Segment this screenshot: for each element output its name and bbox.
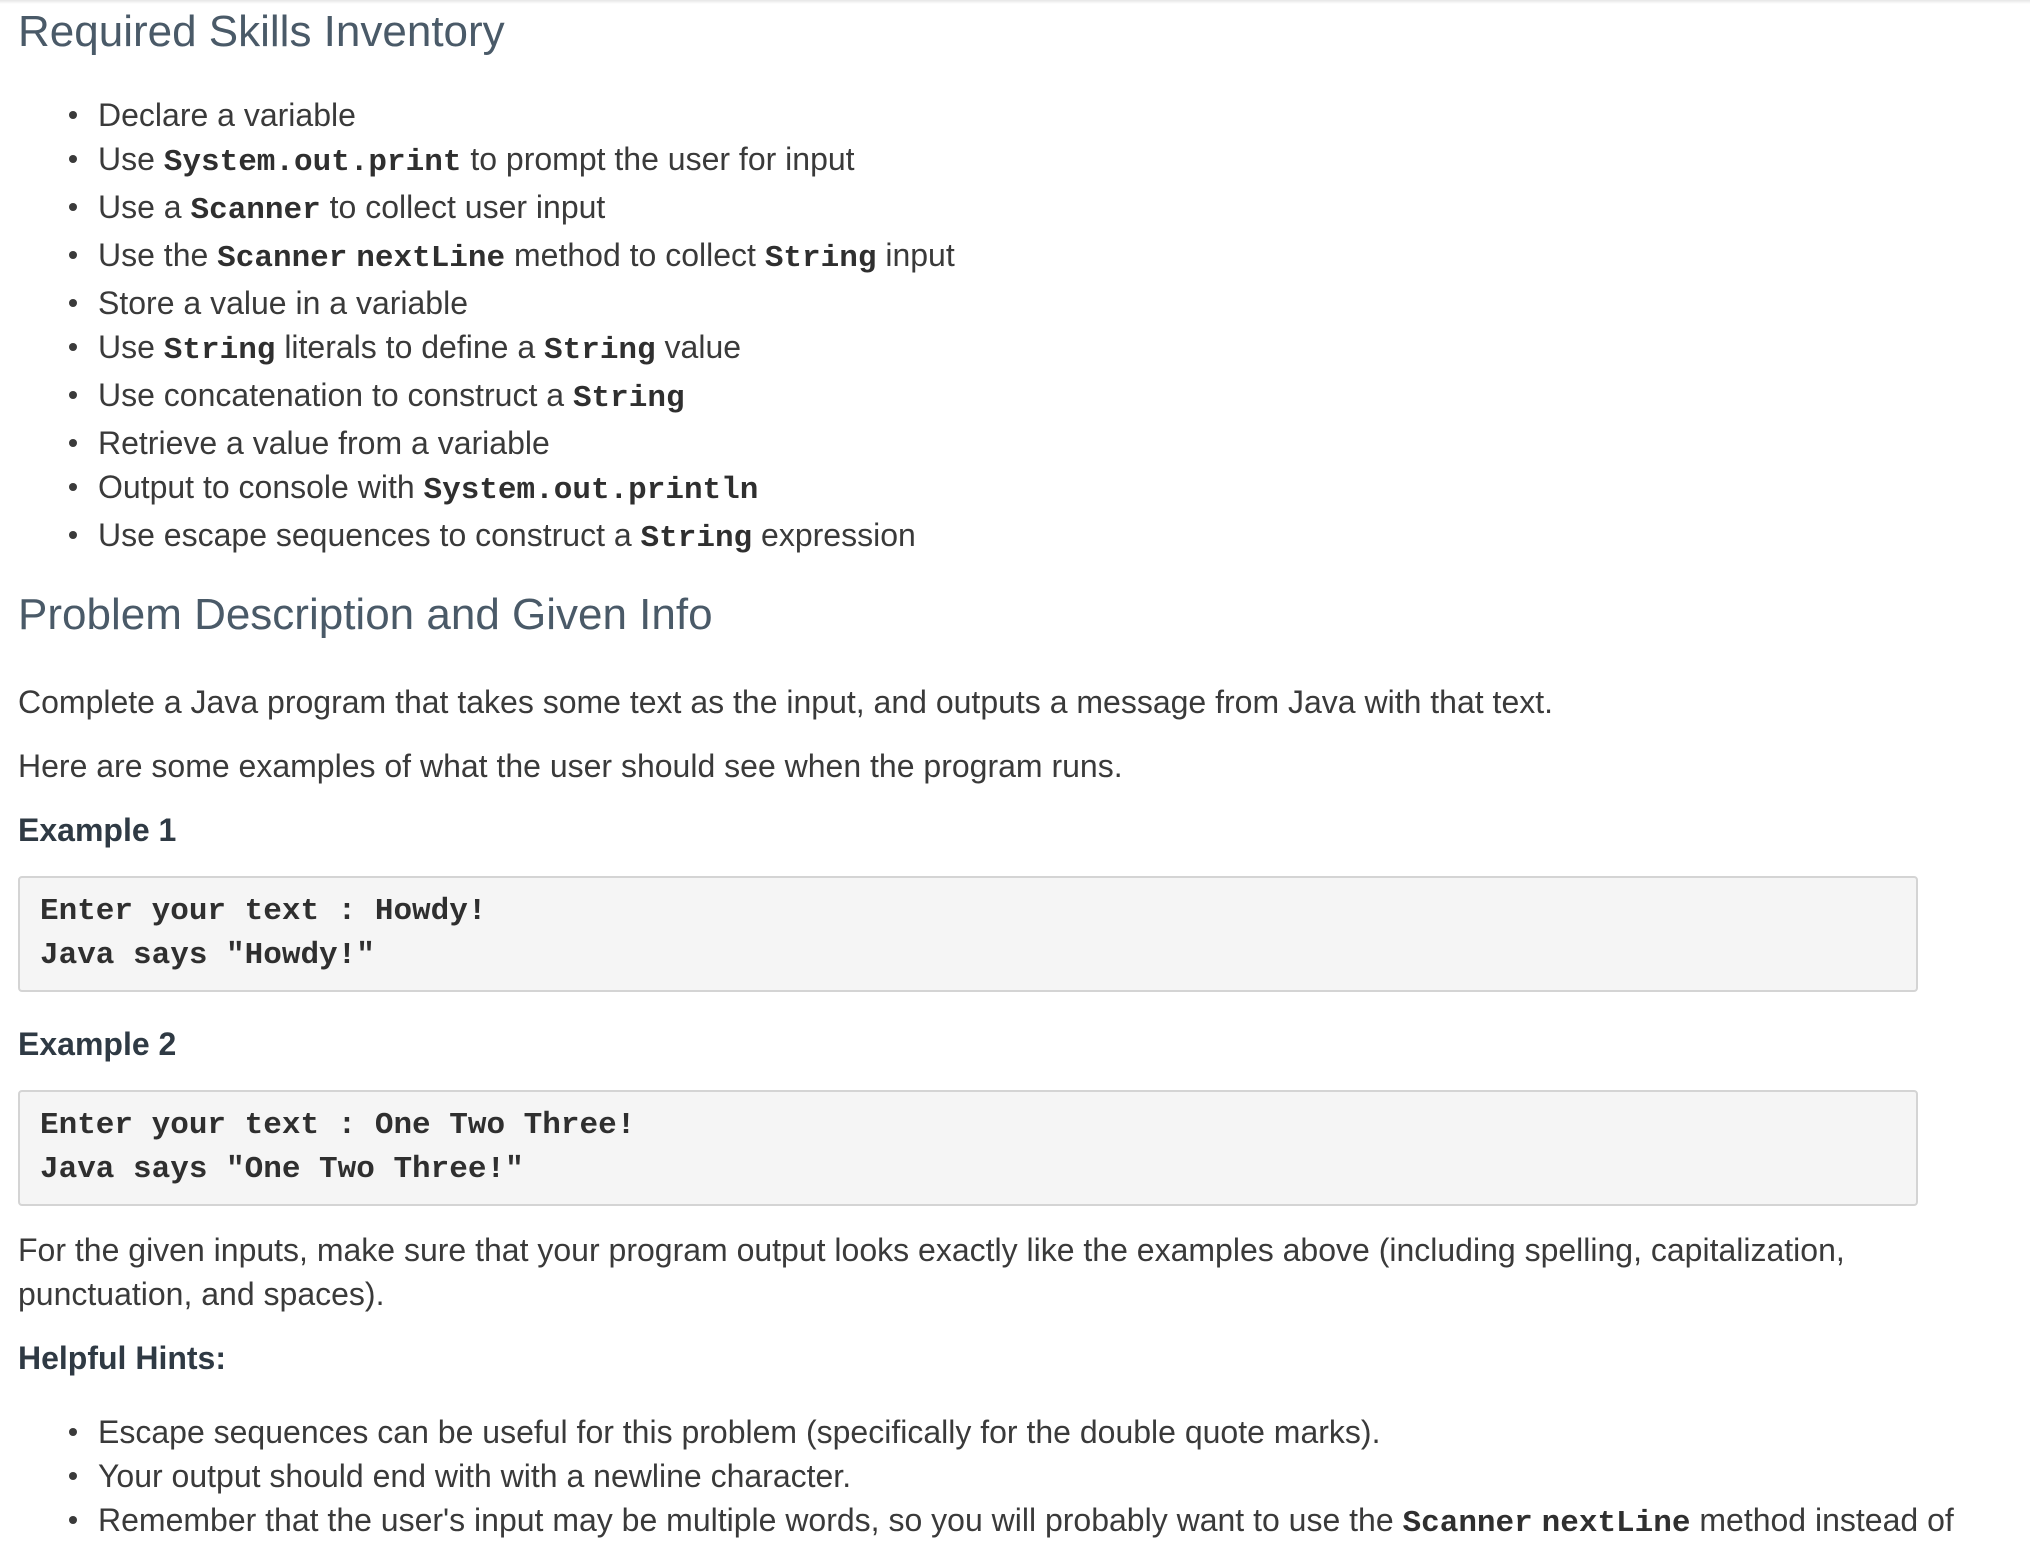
hints-heading: Helpful Hints: bbox=[18, 1339, 226, 1376]
examples-intro: Here are some examples of what the user should see when the program runs. bbox=[18, 747, 1123, 784]
inline-code: System.out.print bbox=[163, 144, 462, 180]
example-2-title: Example 2 bbox=[18, 1025, 177, 1062]
skill-item: Output to console with System.out.println bbox=[98, 465, 1998, 513]
inline-code: nextLine bbox=[1541, 1505, 1691, 1541]
inline-code: String bbox=[640, 520, 753, 556]
skills-list bbox=[18, 93, 1998, 561]
inline-code: Scanner bbox=[1402, 1505, 1533, 1541]
hint-item: Your output should end with with a newline character. bbox=[98, 1454, 1998, 1498]
example-1-output bbox=[18, 876, 1918, 992]
inline-code: Scanner bbox=[190, 192, 321, 228]
skill-item: Use System.out.print to prompt the user for input bbox=[98, 137, 1998, 185]
inline-code: String bbox=[572, 380, 685, 416]
skill-item: Use concatenation to construct a String bbox=[98, 373, 1998, 421]
problem-intro: Complete a Java program that takes some text as the input, and outputs a message from Java with that text. bbox=[18, 683, 1554, 720]
hints-list bbox=[18, 1410, 1998, 1546]
output-requirements: For the given inputs, make sure that your program output looks exactly like the examples above (including spelling, capitalization, punctuation, and spaces). bbox=[18, 1231, 1845, 1312]
skill-item: Declare a variable bbox=[98, 93, 1998, 137]
example-2-output bbox=[18, 1090, 1918, 1206]
inline-code: Scanner bbox=[217, 240, 348, 276]
skill-item: Store a value in a variable bbox=[98, 281, 1998, 325]
skill-item: Use String literals to define a String value bbox=[98, 325, 1998, 373]
inline-code: String bbox=[764, 240, 877, 276]
hint-item: Escape sequences can be useful for this problem (specifically for the double quote marks). bbox=[98, 1410, 1998, 1454]
skill-item: Use the Scanner nextLine method to collect String input bbox=[98, 233, 1998, 281]
example-line: Java says "One Two Three!" bbox=[40, 1151, 524, 1187]
inline-code: System.out.println bbox=[423, 472, 759, 508]
hint-item: Remember that the user's input may be multiple words, so you will probably want to use the Scanner nextLine method instead of bbox=[98, 1498, 1998, 1546]
example-line: Java says "Howdy!" bbox=[40, 937, 375, 973]
skill-item: Use a Scanner to collect user input bbox=[98, 185, 1998, 233]
problem-heading: Problem Description and Given Info bbox=[18, 589, 713, 639]
skill-item: Retrieve a value from a variable bbox=[98, 421, 1998, 465]
skills-heading: Required Skills Inventory bbox=[18, 7, 505, 56]
inline-code: nextLine bbox=[356, 240, 506, 276]
example-1-title: Example 1 bbox=[18, 811, 177, 848]
skill-item: Use escape sequences to construct a String expression bbox=[98, 513, 1998, 561]
example-line: Enter your text : One Two Three! bbox=[40, 1107, 636, 1143]
inline-code: String bbox=[544, 332, 656, 368]
example-line: Enter your text : Howdy! bbox=[40, 893, 487, 929]
inline-code: String bbox=[163, 332, 276, 368]
document-content bbox=[18, 0, 1998, 1546]
